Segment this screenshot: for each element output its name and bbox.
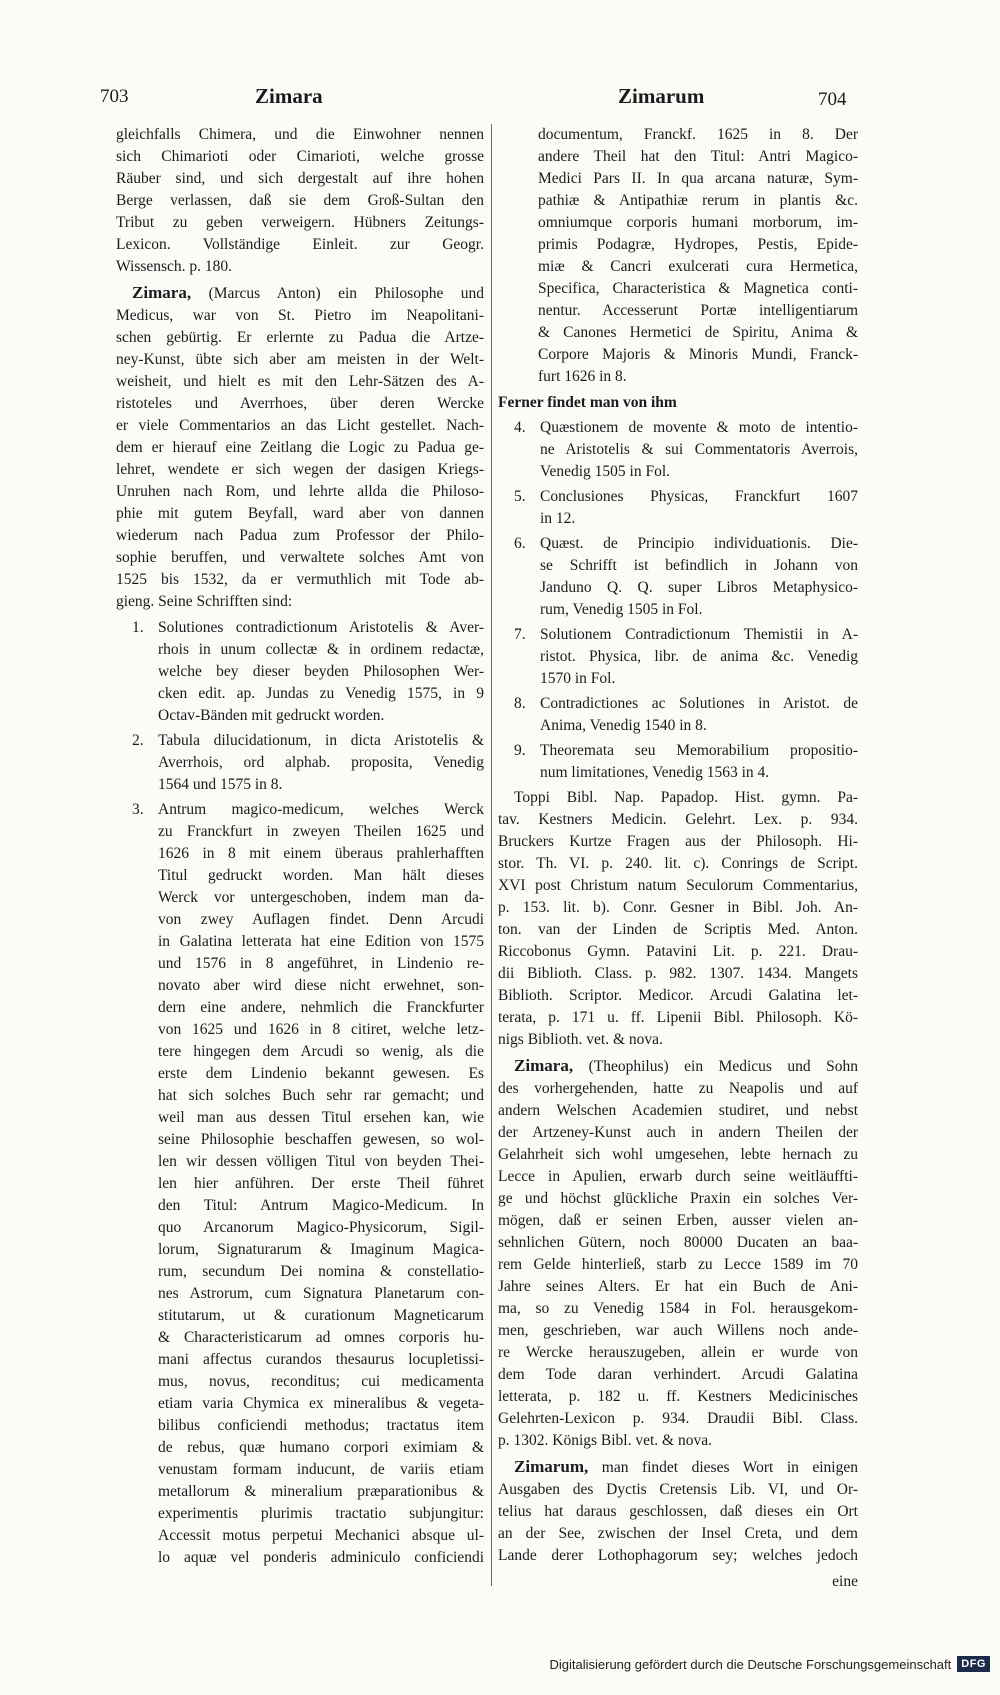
text-line: ma, so zu Venedig 1584 in Fol. herausgekom- bbox=[498, 1300, 858, 1317]
further-works-heading: Ferner findet man von ihm bbox=[498, 394, 677, 411]
list-item bbox=[498, 624, 858, 690]
text-line: weil man aus dessen Titul ersehen kan, wie bbox=[158, 1109, 484, 1126]
text-line: Riccobonus Gymn. Patavini Lit. p. 221. Drau- bbox=[498, 943, 858, 960]
text-line: telius hat daraus geschlossen, daß dieses ein Ort bbox=[498, 1503, 858, 1520]
text-line: len hier anführen. Der erste Theil führet bbox=[158, 1175, 484, 1192]
text-line: Solutionem Contradictionum Themistii in A- bbox=[540, 626, 858, 643]
text-line: sophie beruffen, und verwaltete solches Amt von bbox=[116, 549, 484, 566]
text-line: Venedig 1505 in Fol. bbox=[540, 463, 671, 480]
item-number: 1. bbox=[132, 619, 144, 636]
headword: Zimara, bbox=[132, 283, 192, 302]
text-line: furt 1626 in 8. bbox=[538, 368, 627, 385]
text-line: wiederum nach Padua zum Professor der Philo- bbox=[116, 527, 484, 544]
text-line: XVI post Christum natum Seculorum Commentarius, bbox=[498, 877, 858, 894]
entry-zimarum bbox=[498, 1456, 858, 1567]
text-line: weisheit, und hielt es mit den Lehr-Sätzen des A- bbox=[116, 373, 484, 390]
works-list-continuation bbox=[498, 124, 858, 388]
text-line: documentum, Franckf. 1625 in 8. Der bbox=[538, 126, 858, 143]
text-line: Gelahrheit sich wohl umgesehen, lebte hernach zu bbox=[498, 1146, 858, 1163]
text-line: in 12. bbox=[540, 510, 576, 527]
text-line: gleichfalls Chimera, und die Einwohner nennen bbox=[116, 126, 484, 143]
text-line: mögen, daß er seinen Erben, ausser vielen an- bbox=[498, 1212, 858, 1229]
text-line: & Canones Hermetici de Spiritu, Anima & bbox=[538, 324, 858, 341]
text-line: ristot. Physica, libr. de anima &c. Venedig bbox=[540, 648, 858, 665]
text-line: Janduno Q. Q. super Libros Metaphysico- bbox=[540, 579, 858, 596]
digitization-footer bbox=[549, 1656, 990, 1672]
text-line: an der See, zwischen der Insel Creta, und dem bbox=[498, 1525, 858, 1542]
text-line: ney-Kunst, übte sich aber am meisten in der Welt- bbox=[116, 351, 484, 368]
list-item bbox=[498, 417, 858, 483]
text-line: andere Theil hat den Titul: Antri Magico- bbox=[538, 148, 858, 165]
text-line: Antrum magico-medicum, welches Werck bbox=[158, 801, 484, 818]
text-line: sich Chimarioti oder Cimarioti, welche grosse bbox=[116, 148, 484, 165]
text-line: des vorhergehenden, hatte zu Neapolis und auf bbox=[498, 1080, 858, 1097]
text-line: phie mit gutem Beyfall, ward aber von dannen bbox=[116, 505, 484, 522]
list-item bbox=[498, 533, 858, 621]
line-text: man findet dieses Wort in einigen bbox=[601, 1459, 858, 1476]
text-line: Wissensch. p. 180. bbox=[116, 258, 233, 275]
text-line: nes Astrorum, cum Signatura Planetarum con- bbox=[158, 1285, 484, 1302]
list-item bbox=[498, 693, 858, 737]
text-line: stor. Th. VI. p. 240. lit. c). Conrings de Script. bbox=[498, 855, 858, 872]
text-line: Conclusiones Physicas, Franckfurt 1607 bbox=[540, 488, 858, 505]
text-line: rum, Venedig 1505 in Fol. bbox=[540, 601, 703, 618]
text-line: Octav-Bänden mit gedruckt worden. bbox=[158, 707, 385, 724]
text-line: Jahre seines Alters. Er hat ein Buch de Ani- bbox=[498, 1278, 858, 1295]
text-line: Räuber sind, und sich dergestalt auf ihre hohen bbox=[116, 170, 484, 187]
text-line: der Artzeney-Kunst auch in andern Theilen der bbox=[498, 1124, 858, 1141]
text-line: letterata, p. 182 u. ff. Kestners Medicinisches bbox=[498, 1388, 858, 1405]
list-item bbox=[116, 617, 484, 727]
page-number-left: 703 bbox=[100, 86, 129, 107]
text-line: se Schrifft ist befindlich in Johann von bbox=[540, 557, 858, 574]
text-line: men, geschrieben, war auch Willens noch ande- bbox=[498, 1322, 858, 1339]
text-line: 1525 bis 1532, da er vermuthlich mit Tode ab- bbox=[116, 571, 484, 588]
list-item bbox=[116, 730, 484, 796]
line-text: (Theophilus) ein Medicus und Sohn bbox=[588, 1058, 858, 1075]
list-item bbox=[498, 740, 858, 784]
text-line: novato aber wird diese nicht erwehnet, son- bbox=[158, 977, 484, 994]
text-line: venustam formam inducunt, de variis etiam bbox=[158, 1461, 484, 1478]
text-line: tav. Kestners Medicin. Gelehrt. Lex. p. 934. bbox=[498, 811, 858, 828]
dfg-logo: DFG bbox=[957, 1656, 990, 1672]
text-line: sehnlichen Gütern, noch 80000 Ducaten an baa- bbox=[498, 1234, 858, 1251]
text-line: Lexicon. Vollständige Einleit. zur Geogr. bbox=[116, 236, 484, 253]
text-line: omniumque corporis humani morborum, im- bbox=[538, 214, 858, 231]
text-line: ge und höchst glückliche Praxin ein solches Ver- bbox=[498, 1190, 858, 1207]
text-line: schen gebürtig. Er erlernte zu Padua die Artze- bbox=[116, 329, 484, 346]
item-number: 5. bbox=[514, 488, 526, 505]
text-line: Lecce in Apulien, erwarb durch seine weitläuffti- bbox=[498, 1168, 858, 1185]
text-line: rum, secundum Dei nomina & constellatio- bbox=[158, 1263, 484, 1280]
text-line: den Titul: Antrum Magico-Medicum. In bbox=[158, 1197, 484, 1214]
text-line: Specifica, Characteristica & Magnetica conti- bbox=[538, 280, 858, 297]
text-line: er viele Commentarios an das Licht gestellet. Nach- bbox=[116, 417, 484, 434]
text-line: hat sich solches Buch sehr rar gemacht; und bbox=[158, 1087, 484, 1104]
item-number: 4. bbox=[514, 419, 526, 436]
text-line: experimentis plurimis tractatio subjungitur: bbox=[158, 1505, 484, 1522]
right-column bbox=[498, 124, 858, 1593]
text-line: Averrhois, ord alphab. proposita, Venedig bbox=[158, 754, 484, 771]
text-line: dern eine andere, nehmlich die Franckfurter bbox=[158, 999, 484, 1016]
text-line: p. 1302. Königs Bibl. vet. & nova. bbox=[498, 1432, 712, 1449]
text-line: Theoremata seu Memorabilium propositio- bbox=[540, 742, 858, 759]
text-line bbox=[498, 1456, 858, 1479]
text-line: rem Gelde hinterließ, starb zu Lecce 1589 im 70 bbox=[498, 1256, 858, 1273]
text-line: Quæst. de Principio individuationis. Die- bbox=[540, 535, 858, 552]
text-line: mus, novus, reconditus; cui medicamenta bbox=[158, 1373, 484, 1390]
text-line: Medici Pars II. In qua arcana naturæ, Sym- bbox=[538, 170, 858, 187]
list-item bbox=[498, 486, 858, 530]
text-line: metallorum & mineralium præparationibus & bbox=[158, 1483, 484, 1500]
list-item bbox=[116, 799, 484, 1569]
text-line: Contradictiones ac Solutiones in Aristot. de bbox=[540, 695, 858, 712]
item-number: 6. bbox=[514, 535, 526, 552]
text-line: cken edit. ap. Jundas zu Venedig 1575, in 9 bbox=[158, 685, 484, 702]
text-line: dem er hierauf eine Zeitlang die Logic zu Padua ge- bbox=[116, 439, 484, 456]
text-line: lehret, wendete er sich wegen der dasigen Kriegs- bbox=[116, 461, 484, 478]
text-line: 1570 in Fol. bbox=[540, 670, 616, 687]
catchword: eine bbox=[832, 1573, 858, 1590]
text-line: und 1576 in 8 angeführet, in Lindenio re- bbox=[158, 955, 484, 972]
text-line: p. 153. lit. b). Conr. Gesner in Bibl. Joh. An- bbox=[498, 899, 858, 916]
text-line: nigs Biblioth. vet. & nova. bbox=[498, 1031, 663, 1048]
works-list bbox=[116, 617, 484, 1569]
text-line: lorum, Signaturarum & Imaginum Magica- bbox=[158, 1241, 484, 1258]
text-line: dem Tode daran verhindert. Arcudi Galatina bbox=[498, 1366, 858, 1383]
text-line: Accessit motus perpetui Mechanici absque ul- bbox=[158, 1527, 484, 1544]
text-line: 1564 und 1575 in 8. bbox=[158, 776, 283, 793]
running-head-right: Zimarum bbox=[618, 84, 705, 108]
text-line: tere hingegen dem Arcudi so wenig, als die bbox=[158, 1043, 484, 1060]
text-line: etiam varia Chymica ex mineralibus & vegeta- bbox=[158, 1395, 484, 1412]
text-line: Tabula dilucidationum, in dicta Aristotelis & bbox=[158, 732, 484, 749]
line-text: (Marcus Anton) ein Philosophe und bbox=[208, 285, 484, 302]
text-line: num limitationes, Venedig 1563 in 4. bbox=[540, 764, 770, 781]
text-line: miæ & Cancri exulcerati cura Hermetica, bbox=[538, 258, 858, 275]
text-line: de rebus, quæ humano corpori eximiam & bbox=[158, 1439, 484, 1456]
text-line: Corpore Majoris & Minoris Mundi, Franck- bbox=[538, 346, 858, 363]
text-line: len wir dessen völligen Titul von beyden Thei- bbox=[158, 1153, 484, 1170]
column-rule bbox=[491, 124, 492, 1586]
running-head-left: Zimara bbox=[255, 84, 323, 108]
text-line: andern Welschen Academien studiret, und nebst bbox=[498, 1102, 858, 1119]
text-line: Ausgaben des Dyctis Cretensis Lib. VI, und Or- bbox=[498, 1481, 858, 1498]
text-line: Unruhen nach Rom, und lehrte allda die Philoso- bbox=[116, 483, 484, 500]
item-number: 9. bbox=[514, 742, 526, 759]
text-line: pathiæ & Antipathiæ rerum in plantis &c. bbox=[538, 192, 858, 209]
text-line: Gelehrten-Lexicon p. 934. Draudii Bibl. Class. bbox=[498, 1410, 858, 1427]
text-line: Tribut zu geben verweigern. Hübners Zeitungs- bbox=[116, 214, 484, 231]
text-line: Quæstionem de movente & moto de intentio- bbox=[540, 419, 858, 436]
funding-notice: Digitalisierung gefördert durch die Deutsche Forschungsgemeinschaft bbox=[549, 1656, 952, 1672]
text-line: Berge verlassen, daß sie dem Groß-Sultan den bbox=[116, 192, 484, 209]
text-line: ne Aristotelis & sui Commentatoris Averrois, bbox=[540, 441, 858, 458]
text-line: von zwey Auflagen findet. Denn Arcudi bbox=[158, 911, 484, 928]
text-line: terata, p. 171 u. ff. Lipenii Bibl. Philosoph. Kö- bbox=[498, 1009, 858, 1026]
text-line bbox=[116, 282, 484, 305]
text-line: bilibus conficiendi methodus; tractatus item bbox=[158, 1417, 484, 1434]
references-paragraph bbox=[498, 787, 858, 1051]
text-line: erste dem Lindenio bekannt gewesen. Es bbox=[158, 1065, 484, 1082]
text-line: ton. van der Linden de Scriptis Med. Anton. bbox=[498, 921, 858, 938]
text-line: quo Arcanorum Magico-Physicorum, Sigil- bbox=[158, 1219, 484, 1236]
text-line: von 1625 und 1626 in 8 citiret, welche letz- bbox=[158, 1021, 484, 1038]
text-line: Lande derer Lothophagorum sey; welches jedoch bbox=[498, 1547, 858, 1564]
item-number: 8. bbox=[514, 695, 526, 712]
text-line: ristoteles und Averrhoes, über deren Wercke bbox=[116, 395, 484, 412]
headword: Zimara, bbox=[514, 1056, 574, 1075]
text-line: mani affectus curandos thesaurus locupletissi- bbox=[158, 1351, 484, 1368]
text-line: Bruckers Kurtze Fragen aus der Philosoph. Hi- bbox=[498, 833, 858, 850]
text-line: re Wercke herauszugeben, allein er wurde von bbox=[498, 1344, 858, 1361]
text-line: in Galatina letterata hat eine Edition von 1575 bbox=[158, 933, 484, 950]
text-line: dii Biblioth. Class. p. 982. 1307. 1434. Mangets bbox=[498, 965, 858, 982]
text-line: lo aquæ vel ponderis adminiculo conficiendi bbox=[158, 1549, 484, 1566]
text-line: Medicus, war von St. Pietro im Neapolitani- bbox=[116, 307, 484, 324]
text-line: Toppi Bibl. Nap. Papadop. Hist. gymn. Pa- bbox=[514, 789, 858, 806]
text-line bbox=[498, 1055, 858, 1078]
text-line: gieng. Seine Schrifften sind: bbox=[116, 593, 293, 610]
item-number: 7. bbox=[514, 626, 526, 643]
text-line: stitutarum, ut & curationum Magneticarum bbox=[158, 1307, 484, 1324]
continuation-paragraph bbox=[116, 124, 484, 278]
text-line: rhois in unum collectæ & in ordinem redactæ, bbox=[158, 641, 484, 658]
left-column bbox=[116, 124, 484, 1572]
text-line: nentur. Accesserunt Portæ intelligentiarum bbox=[538, 302, 858, 319]
item-number: 2. bbox=[132, 732, 144, 749]
entry-zimara-theophilus bbox=[498, 1055, 858, 1452]
text-line: 1626 in 8 mit einem überaus prahlerhafften bbox=[158, 845, 484, 862]
text-line: seine Philosophie beschaffen gewesen, so wol- bbox=[158, 1131, 484, 1148]
text-line: Werck vor untergeschoben, indem man da- bbox=[158, 889, 484, 906]
item-number: 3. bbox=[132, 801, 144, 818]
text-line: Titul gedruckt worden. Man hält dieses bbox=[158, 867, 484, 884]
text-line: Solutiones contradictionum Aristotelis & Aver- bbox=[158, 619, 484, 636]
headword: Zimarum, bbox=[514, 1457, 589, 1476]
further-works-list bbox=[498, 417, 858, 784]
entry-zimara-marcus-anton bbox=[116, 282, 484, 613]
text-line: Biblioth. Scriptor. Medicor. Arcudi Galatina let- bbox=[498, 987, 858, 1004]
text-line: zu Franckfurt in zweyen Theilen 1625 und bbox=[158, 823, 484, 840]
text-line: Anima, Venedig 1540 in 8. bbox=[540, 717, 707, 734]
text-line: welche bey dieser beyden Philosophen Wer- bbox=[158, 663, 484, 680]
text-line: primis Podagræ, Hydropes, Pestis, Epide- bbox=[538, 236, 858, 253]
page-number-right: 704 bbox=[818, 89, 847, 110]
text-line: & Characteristicarum ad omnes corporis hu- bbox=[158, 1329, 484, 1346]
